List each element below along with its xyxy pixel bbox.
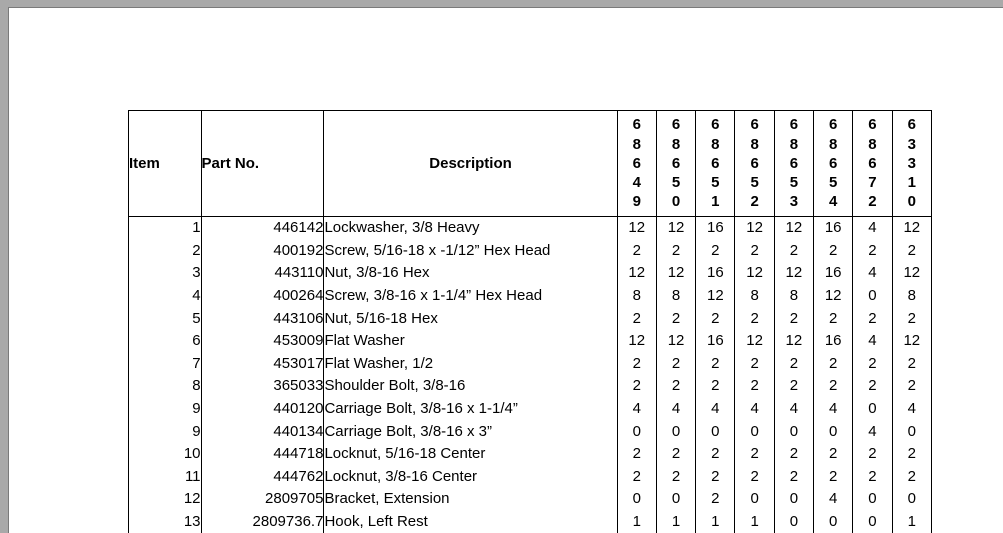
- model-digit: 6: [790, 154, 798, 173]
- quantity-cell: 4: [814, 488, 853, 511]
- quantity-cell: 2: [656, 240, 695, 263]
- part-no-cell: 444762: [201, 466, 324, 489]
- quantity-cell: 0: [892, 488, 931, 511]
- quantity-cell: 2: [735, 466, 774, 489]
- model-digit: 6: [829, 154, 837, 173]
- quantity-cell: 12: [735, 217, 774, 240]
- item-cell: 4: [129, 285, 202, 308]
- model-digit: 9: [633, 192, 641, 211]
- quantity-cell: 0: [774, 511, 813, 533]
- model-number-vertical: [618, 115, 656, 211]
- quantity-cell: 4: [696, 398, 735, 421]
- table-row: [129, 307, 932, 330]
- quantity-cell: 12: [735, 262, 774, 285]
- quantity-cell: 1: [656, 511, 695, 533]
- model-digit: 5: [790, 173, 798, 192]
- description-cell: Screw, 5/16-18 x -1/12” Hex Head: [324, 240, 617, 263]
- model-digit: 6: [790, 115, 798, 134]
- model-digit: 8: [750, 135, 758, 154]
- model-digit: 7: [868, 173, 876, 192]
- model-digit: 6: [711, 154, 719, 173]
- quantity-cell: 0: [892, 420, 931, 443]
- quantity-cell: 2: [735, 443, 774, 466]
- quantity-cell: 2: [656, 307, 695, 330]
- header-model-number: [853, 111, 892, 217]
- model-digit: 2: [750, 192, 758, 211]
- quantity-cell: 16: [696, 217, 735, 240]
- header-model-number: [656, 111, 695, 217]
- quantity-cell: 2: [696, 488, 735, 511]
- quantity-cell: 2: [656, 353, 695, 376]
- quantity-cell: 2: [696, 353, 735, 376]
- quantity-cell: 0: [617, 420, 656, 443]
- quantity-cell: 0: [696, 420, 735, 443]
- model-digit: 6: [829, 115, 837, 134]
- quantity-cell: 2: [696, 375, 735, 398]
- model-digit: 4: [829, 192, 837, 211]
- model-number-vertical: [696, 115, 734, 211]
- table-row: [129, 353, 932, 376]
- quantity-cell: 2: [814, 307, 853, 330]
- item-cell: 3: [129, 262, 202, 285]
- quantity-cell: 12: [892, 262, 931, 285]
- quantity-cell: 12: [774, 330, 813, 353]
- part-no-cell: 446142: [201, 217, 324, 240]
- quantity-cell: 12: [892, 217, 931, 240]
- table-row: [129, 398, 932, 421]
- quantity-cell: 0: [814, 420, 853, 443]
- quantity-cell: 0: [735, 420, 774, 443]
- quantity-cell: 2: [656, 466, 695, 489]
- quantity-cell: 16: [814, 330, 853, 353]
- model-digit: 0: [908, 192, 916, 211]
- document-page: [8, 7, 1003, 533]
- quantity-cell: 2: [774, 466, 813, 489]
- quantity-cell: 0: [617, 488, 656, 511]
- item-cell: 8: [129, 375, 202, 398]
- quantity-cell: 2: [814, 353, 853, 376]
- part-no-cell: 453009: [201, 330, 324, 353]
- item-cell: 7: [129, 353, 202, 376]
- quantity-cell: 2: [892, 375, 931, 398]
- model-digit: 2: [868, 192, 876, 211]
- parts-table: [128, 110, 932, 533]
- model-digit: 6: [750, 115, 758, 134]
- model-digit: 8: [711, 135, 719, 154]
- table-row: [129, 466, 932, 489]
- part-no-cell: 2809736.7: [201, 511, 324, 533]
- model-digit: 6: [672, 154, 680, 173]
- part-no-cell: 440120: [201, 398, 324, 421]
- model-digit: 6: [908, 115, 916, 134]
- quantity-cell: 0: [853, 488, 892, 511]
- table-row: [129, 420, 932, 443]
- quantity-cell: 4: [853, 420, 892, 443]
- quantity-cell: 8: [656, 285, 695, 308]
- header-item: Item: [129, 111, 202, 217]
- quantity-cell: 16: [696, 262, 735, 285]
- model-digit: 6: [633, 154, 641, 173]
- table-row: [129, 443, 932, 466]
- quantity-cell: 0: [853, 285, 892, 308]
- item-cell: 5: [129, 307, 202, 330]
- quantity-cell: 12: [617, 262, 656, 285]
- description-cell: Carriage Bolt, 3/8-16 x 1-1/4”: [324, 398, 617, 421]
- quantity-cell: 4: [617, 398, 656, 421]
- quantity-cell: 4: [853, 217, 892, 240]
- quantity-cell: 4: [892, 398, 931, 421]
- model-digit: 0: [672, 192, 680, 211]
- description-cell: Lockwasher, 3/8 Heavy: [324, 217, 617, 240]
- model-digit: 6: [711, 115, 719, 134]
- quantity-cell: 4: [853, 262, 892, 285]
- quantity-cell: 2: [696, 307, 735, 330]
- quantity-cell: 1: [735, 511, 774, 533]
- quantity-cell: 12: [774, 262, 813, 285]
- part-no-cell: 400192: [201, 240, 324, 263]
- model-digit: 8: [672, 135, 680, 154]
- quantity-cell: 2: [656, 375, 695, 398]
- part-no-cell: 2809705: [201, 488, 324, 511]
- table-row: [129, 240, 932, 263]
- header-model-number: [814, 111, 853, 217]
- quantity-cell: 0: [853, 398, 892, 421]
- part-no-cell: 443106: [201, 307, 324, 330]
- model-digit: 8: [829, 135, 837, 154]
- quantity-cell: 2: [853, 375, 892, 398]
- quantity-cell: 8: [892, 285, 931, 308]
- quantity-cell: 0: [735, 488, 774, 511]
- item-cell: 9: [129, 398, 202, 421]
- part-no-cell: 453017: [201, 353, 324, 376]
- quantity-cell: 8: [774, 285, 813, 308]
- description-cell: Flat Washer: [324, 330, 617, 353]
- model-digit: 3: [908, 154, 916, 173]
- model-digit: 6: [672, 115, 680, 134]
- description-cell: Hook, Left Rest: [324, 511, 617, 533]
- quantity-cell: 1: [892, 511, 931, 533]
- quantity-cell: 0: [774, 420, 813, 443]
- table-body: [129, 217, 932, 533]
- item-cell: 1: [129, 217, 202, 240]
- header-part-no: Part No.: [201, 111, 324, 217]
- quantity-cell: 2: [774, 443, 813, 466]
- quantity-cell: 2: [735, 240, 774, 263]
- quantity-cell: 1: [696, 511, 735, 533]
- model-digit: 1: [711, 192, 719, 211]
- quantity-cell: 12: [656, 262, 695, 285]
- quantity-cell: 4: [656, 398, 695, 421]
- header-description: Description: [324, 111, 617, 217]
- header-model-number: [892, 111, 931, 217]
- quantity-cell: 2: [696, 466, 735, 489]
- quantity-cell: 2: [696, 240, 735, 263]
- model-digit: 6: [868, 154, 876, 173]
- quantity-cell: 2: [617, 466, 656, 489]
- quantity-cell: 4: [814, 398, 853, 421]
- description-cell: Locknut, 5/16-18 Center: [324, 443, 617, 466]
- quantity-cell: 1: [617, 511, 656, 533]
- quantity-cell: 2: [656, 443, 695, 466]
- quantity-cell: 2: [814, 443, 853, 466]
- model-number-vertical: [735, 115, 773, 211]
- part-no-cell: 440134: [201, 420, 324, 443]
- table-row: [129, 375, 932, 398]
- model-digit: 3: [908, 135, 916, 154]
- quantity-cell: 16: [814, 217, 853, 240]
- quantity-cell: 2: [617, 240, 656, 263]
- quantity-cell: 2: [853, 240, 892, 263]
- quantity-cell: 0: [656, 420, 695, 443]
- model-digit: 5: [672, 173, 680, 192]
- quantity-cell: 12: [814, 285, 853, 308]
- model-number-vertical: [853, 115, 891, 211]
- quantity-cell: 2: [892, 240, 931, 263]
- quantity-cell: 4: [774, 398, 813, 421]
- model-digit: 5: [711, 173, 719, 192]
- quantity-cell: 12: [617, 217, 656, 240]
- quantity-cell: 16: [814, 262, 853, 285]
- quantity-cell: 2: [814, 240, 853, 263]
- model-digit: 8: [868, 135, 876, 154]
- quantity-cell: 2: [617, 443, 656, 466]
- description-cell: Nut, 3/8-16 Hex: [324, 262, 617, 285]
- quantity-cell: 2: [735, 375, 774, 398]
- header-model-number: [617, 111, 656, 217]
- quantity-cell: 12: [735, 330, 774, 353]
- quantity-cell: 2: [892, 353, 931, 376]
- quantity-cell: 2: [814, 466, 853, 489]
- item-cell: 6: [129, 330, 202, 353]
- model-digit: 1: [908, 173, 916, 192]
- model-digit: 5: [750, 173, 758, 192]
- item-cell: 12: [129, 488, 202, 511]
- quantity-cell: 12: [696, 285, 735, 308]
- quantity-cell: 2: [696, 443, 735, 466]
- quantity-cell: 2: [853, 307, 892, 330]
- item-cell: 2: [129, 240, 202, 263]
- quantity-cell: 2: [892, 307, 931, 330]
- quantity-cell: 8: [735, 285, 774, 308]
- quantity-cell: 12: [892, 330, 931, 353]
- model-number-vertical: [775, 115, 813, 211]
- model-digit: 3: [790, 192, 798, 211]
- quantity-cell: 2: [617, 375, 656, 398]
- item-cell: 11: [129, 466, 202, 489]
- table-row: [129, 285, 932, 308]
- quantity-cell: 2: [892, 466, 931, 489]
- table-row: [129, 511, 932, 533]
- quantity-cell: 2: [892, 443, 931, 466]
- description-cell: Carriage Bolt, 3/8-16 x 3”: [324, 420, 617, 443]
- model-digit: 4: [633, 173, 641, 192]
- description-cell: Screw, 3/8-16 x 1-1/4” Hex Head: [324, 285, 617, 308]
- quantity-cell: 2: [774, 375, 813, 398]
- item-cell: 13: [129, 511, 202, 533]
- table-row: [129, 330, 932, 353]
- description-cell: Bracket, Extension: [324, 488, 617, 511]
- table-row: [129, 217, 932, 240]
- quantity-cell: 2: [814, 375, 853, 398]
- description-cell: Locknut, 3/8-16 Center: [324, 466, 617, 489]
- quantity-cell: 16: [696, 330, 735, 353]
- quantity-cell: 0: [853, 511, 892, 533]
- quantity-cell: 2: [853, 443, 892, 466]
- quantity-cell: 2: [853, 353, 892, 376]
- description-cell: Nut, 5/16-18 Hex: [324, 307, 617, 330]
- header-model-number: [735, 111, 774, 217]
- model-number-vertical: [657, 115, 695, 211]
- table-row: [129, 262, 932, 285]
- item-cell: 10: [129, 443, 202, 466]
- quantity-cell: 12: [617, 330, 656, 353]
- quantity-cell: 4: [735, 398, 774, 421]
- part-no-cell: 444718: [201, 443, 324, 466]
- model-number-vertical: [893, 115, 931, 211]
- model-digit: 8: [633, 135, 641, 154]
- table-header-row: [129, 111, 932, 217]
- model-number-vertical: [814, 115, 852, 211]
- model-digit: 5: [829, 173, 837, 192]
- header-model-number: [774, 111, 813, 217]
- part-no-cell: 443110: [201, 262, 324, 285]
- part-no-cell: 365033: [201, 375, 324, 398]
- quantity-cell: 0: [774, 488, 813, 511]
- table-row: [129, 488, 932, 511]
- quantity-cell: 2: [774, 353, 813, 376]
- header-model-number: [696, 111, 735, 217]
- description-cell: Shoulder Bolt, 3/8-16: [324, 375, 617, 398]
- quantity-cell: 0: [814, 511, 853, 533]
- model-digit: 6: [868, 115, 876, 134]
- quantity-cell: 12: [774, 217, 813, 240]
- quantity-cell: 2: [853, 466, 892, 489]
- quantity-cell: 2: [774, 307, 813, 330]
- model-digit: 6: [750, 154, 758, 173]
- item-cell: 9: [129, 420, 202, 443]
- quantity-cell: 2: [735, 353, 774, 376]
- model-digit: 6: [633, 115, 641, 134]
- quantity-cell: 2: [617, 307, 656, 330]
- quantity-cell: 2: [735, 307, 774, 330]
- description-cell: Flat Washer, 1/2: [324, 353, 617, 376]
- quantity-cell: 8: [617, 285, 656, 308]
- quantity-cell: 12: [656, 217, 695, 240]
- quantity-cell: 0: [656, 488, 695, 511]
- quantity-cell: 2: [617, 353, 656, 376]
- quantity-cell: 12: [656, 330, 695, 353]
- quantity-cell: 4: [853, 330, 892, 353]
- quantity-cell: 2: [774, 240, 813, 263]
- model-digit: 8: [790, 135, 798, 154]
- part-no-cell: 400264: [201, 285, 324, 308]
